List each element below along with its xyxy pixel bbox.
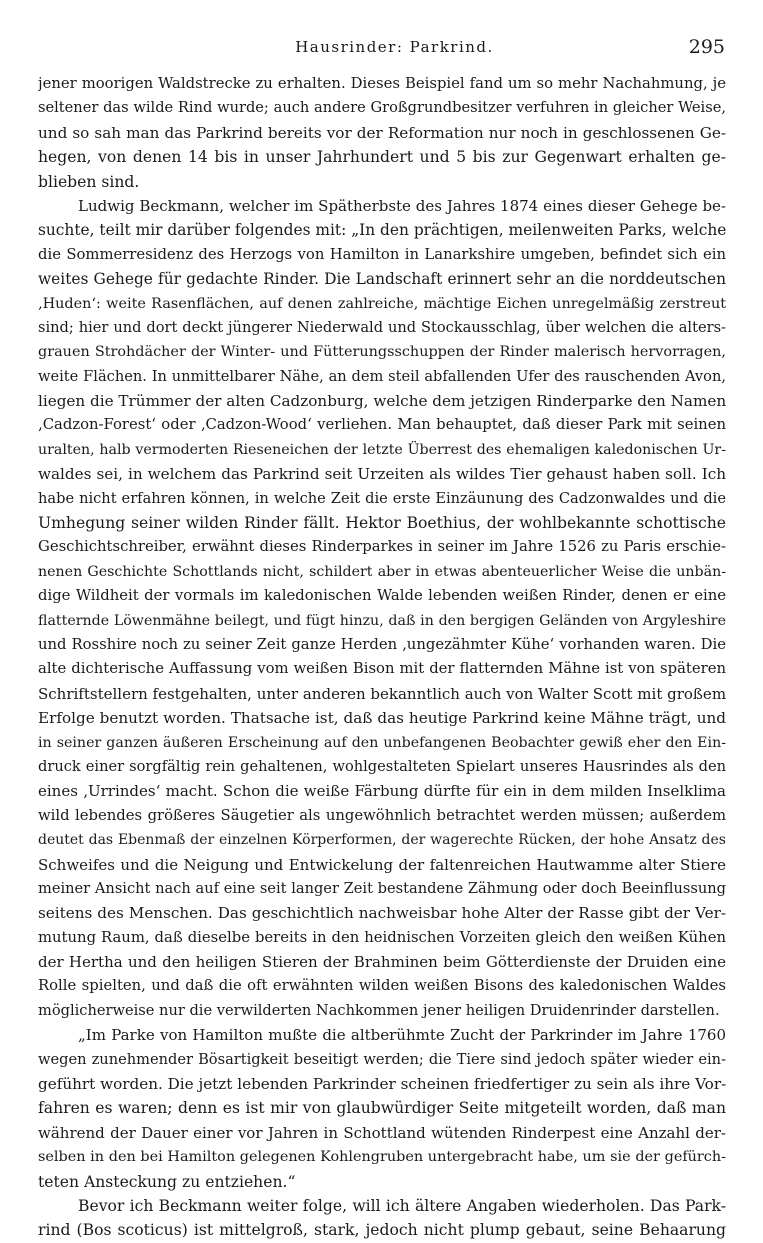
text-line: blieben sind. <box>38 172 140 191</box>
text-line: selben in den bei Hamilton gelegenen Kohlengruben untergebracht habe, um sie der gefürch- <box>38 1149 726 1166</box>
text-line: Ludwig Beckmann, welcher im Spätherbste des Jahres 1874 eines dieser Gehege be- <box>78 196 726 215</box>
text-line: und Rosshire noch zu seiner Zeit ganze Herden ‚ungezähmter Kühe‘ vorhanden waren. Die <box>38 635 726 653</box>
text-line: Umhegung seiner wilden Rinder fällt. Hektor Boethius, der wohlbekannte schottische <box>38 514 726 533</box>
text-line: Geschichtschreiber, erwähnt dieses Rinderparkes in seiner im Jahre 1526 zu Paris erschie- <box>38 538 726 556</box>
text-line: „Im Parke von Hamilton mußte die altberühmte Zucht der Parkrinder im Jahre 1760 <box>78 1026 726 1045</box>
text-line: Rolle spielten, und daß die oft erwähnten wilden weißen Bisons des kaledonischen Waldes <box>38 977 726 995</box>
text-line: flatternde Löwenmähne beilegt, und fügt hinzu, daß in den bergigen Geländen von Argyleshire <box>38 612 726 629</box>
text-line: Bevor ich Beckmann weiter folge, will ich ältere Angaben wiederholen. Das Park- <box>78 1196 726 1215</box>
text-line: mutung Raum, daß dieselbe bereits in den heidnischen Vorzeiten gleich den weißen Kühen <box>38 928 726 946</box>
text-line: Schweifes und die Neigung und Entwickelung der faltenreichen Hautwamme alter Stiere <box>38 855 726 874</box>
text-line: sind; hier und dort deckt jüngerer Niederwald und Stockausschlag, über welchen die alters- <box>38 318 726 336</box>
text-line: nenen Geschichte Schottlands nicht, schildert aber in etwas abenteuerlicher Weise die unbän- <box>38 563 726 580</box>
text-line: Erfolge benutzt worden. Thatsache ist, daß das heutige Parkrind keine Mähne trägt, und <box>38 709 726 728</box>
text-line: dige Wildheit der vormals im kaledonischen Walde lebenden weißen Rinder, denen er eine <box>38 587 726 605</box>
text-line: weites Gehege für gedachte Rinder. Die Landschaft erinnert sehr an die norddeutschen <box>38 270 726 289</box>
page-header <box>64 36 725 62</box>
text-line: liegen die Trümmer der alten Cadzonburg, welche dem jetzigen Rinderparke den Namen <box>38 392 726 411</box>
text-line: seltener das wilde Rind wurde; auch andere Großgrundbesitzer verfuhren in gleicher Weise, <box>38 99 726 117</box>
text-line: habe nicht erfahren können, in welche Zeit die erste Einzäunung des Cadzonwaldes und die <box>38 489 726 507</box>
text-line: während der Dauer einer vor Jahren in Schottland wütenden Rinderpest eine Anzahl der- <box>38 1123 726 1142</box>
text-line: geführt worden. Die jetzt lebenden Parkrinder scheinen friedfertiger zu sein als ihre Vor- <box>38 1075 726 1094</box>
text-line: seitens des Menschen. Das geschichtlich nachweisbar hohe Alter der Rasse gibt der Ver- <box>38 904 726 923</box>
text-line: wegen zunehmender Bösartigkeit beseitigt werden; die Tiere sind jedoch später wieder ein- <box>38 1050 726 1068</box>
text-line: grauen Strohdächer der Winter- und Fütterungsschuppen der Rinder malerisch hervorragen, <box>38 344 726 361</box>
text-line: der Hertha und den heiligen Stieren der Brahminen beim Götterdienste der Druiden eine <box>38 953 726 972</box>
text-line: druck einer sorgfältig rein gehaltenen, wohlgestalteten Spielart unseres Hausrindes als den <box>38 757 726 775</box>
page-number: 295 <box>688 36 725 58</box>
text-line: waldes sei, in welchem das Parkrind seit Urzeiten als wildes Tier gehaust haben soll. Ich <box>38 465 726 484</box>
text-line: jener moorigen Waldstrecke zu erhalten. Dieses Beispiel fand um so mehr Nachahmung, je <box>38 75 726 92</box>
text-line: deutet das Ebenmaß der einzelnen Körperformen, der wagerechte Rücken, der hohe Ansatz des <box>38 832 726 849</box>
text-line: meiner Ansicht nach auf eine seit langer Zeit bestandene Zähmung oder doch Beeinflussung <box>38 879 726 897</box>
body-text <box>38 72 726 1243</box>
text-line: die Sommerresidenz des Herzogs von Hamilton in Lanarkshire umgeben, befindet sich ein <box>38 245 726 263</box>
text-line: möglicherweise nur die verwilderten Nachkommen jener heiligen Druidenrinder darstellen. <box>38 1001 720 1019</box>
text-line: eines ‚Urrindes‘ macht. Schon die weiße Färbung dürfte für ein in dem milden Inselklima <box>38 782 726 801</box>
text-line: ‚Huden‘: weite Rasenflächen, auf denen zahlreiche, mächtige Eichen unregelmäßig zerstreut <box>38 295 726 312</box>
text-line: fahren es waren; denn es ist mir von glaubwürdiger Seite mitgeteilt worden, daß man <box>38 1099 726 1118</box>
text-line: teten Ansteckung zu entziehen.“ <box>38 1172 296 1191</box>
text-line: alte dichterische Auffassung vom weißen Bison mit der flatternden Mähne ist von späteren <box>38 660 726 678</box>
text-line: hegen, von denen 14 bis in unser Jahrhundert und 5 bis zur Gegenwart erhalten ge- <box>38 148 726 167</box>
text-line: rind (Bos scoticus) ist mittelgroß, stark, jedoch nicht plump gebaut, seine Behaarung <box>38 1221 726 1240</box>
running-head: Hausrinder: Parkrind. <box>295 38 494 56</box>
text-line: weite Flächen. In unmittelbarer Nähe, an dem steil abfallenden Ufer des rauschenden Avon, <box>38 367 726 385</box>
text-line: Schriftstellern festgehalten, unter anderen bekanntlich auch von Walter Scott mit großem <box>38 684 726 703</box>
text-line: und so sah man das Parkrind bereits vor der Reformation nur noch in geschlossenen Ge- <box>38 123 726 142</box>
text-line: uralten, halb vermoderten Rieseneichen der letzte Überrest des ehemaligen kaledonischen Ur- <box>38 441 726 458</box>
text-line: wild lebendes größeres Säugetier als ungewöhnlich betrachtet werden müssen; außerdem <box>38 806 726 824</box>
text-line: in seiner ganzen äußeren Erscheinung auf den unbefangenen Beobachter gewiß eher den Ein- <box>38 734 726 751</box>
text-line: ‚Cadzon-Forest‘ oder ‚Cadzon-Wood‘ verliehen. Man behauptet, daß dieser Park mit seinen <box>38 416 726 434</box>
text-line: suchte, teilt mir darüber folgendes mit: „In den prächtigen, meilenweiten Parks, welche <box>38 221 726 240</box>
